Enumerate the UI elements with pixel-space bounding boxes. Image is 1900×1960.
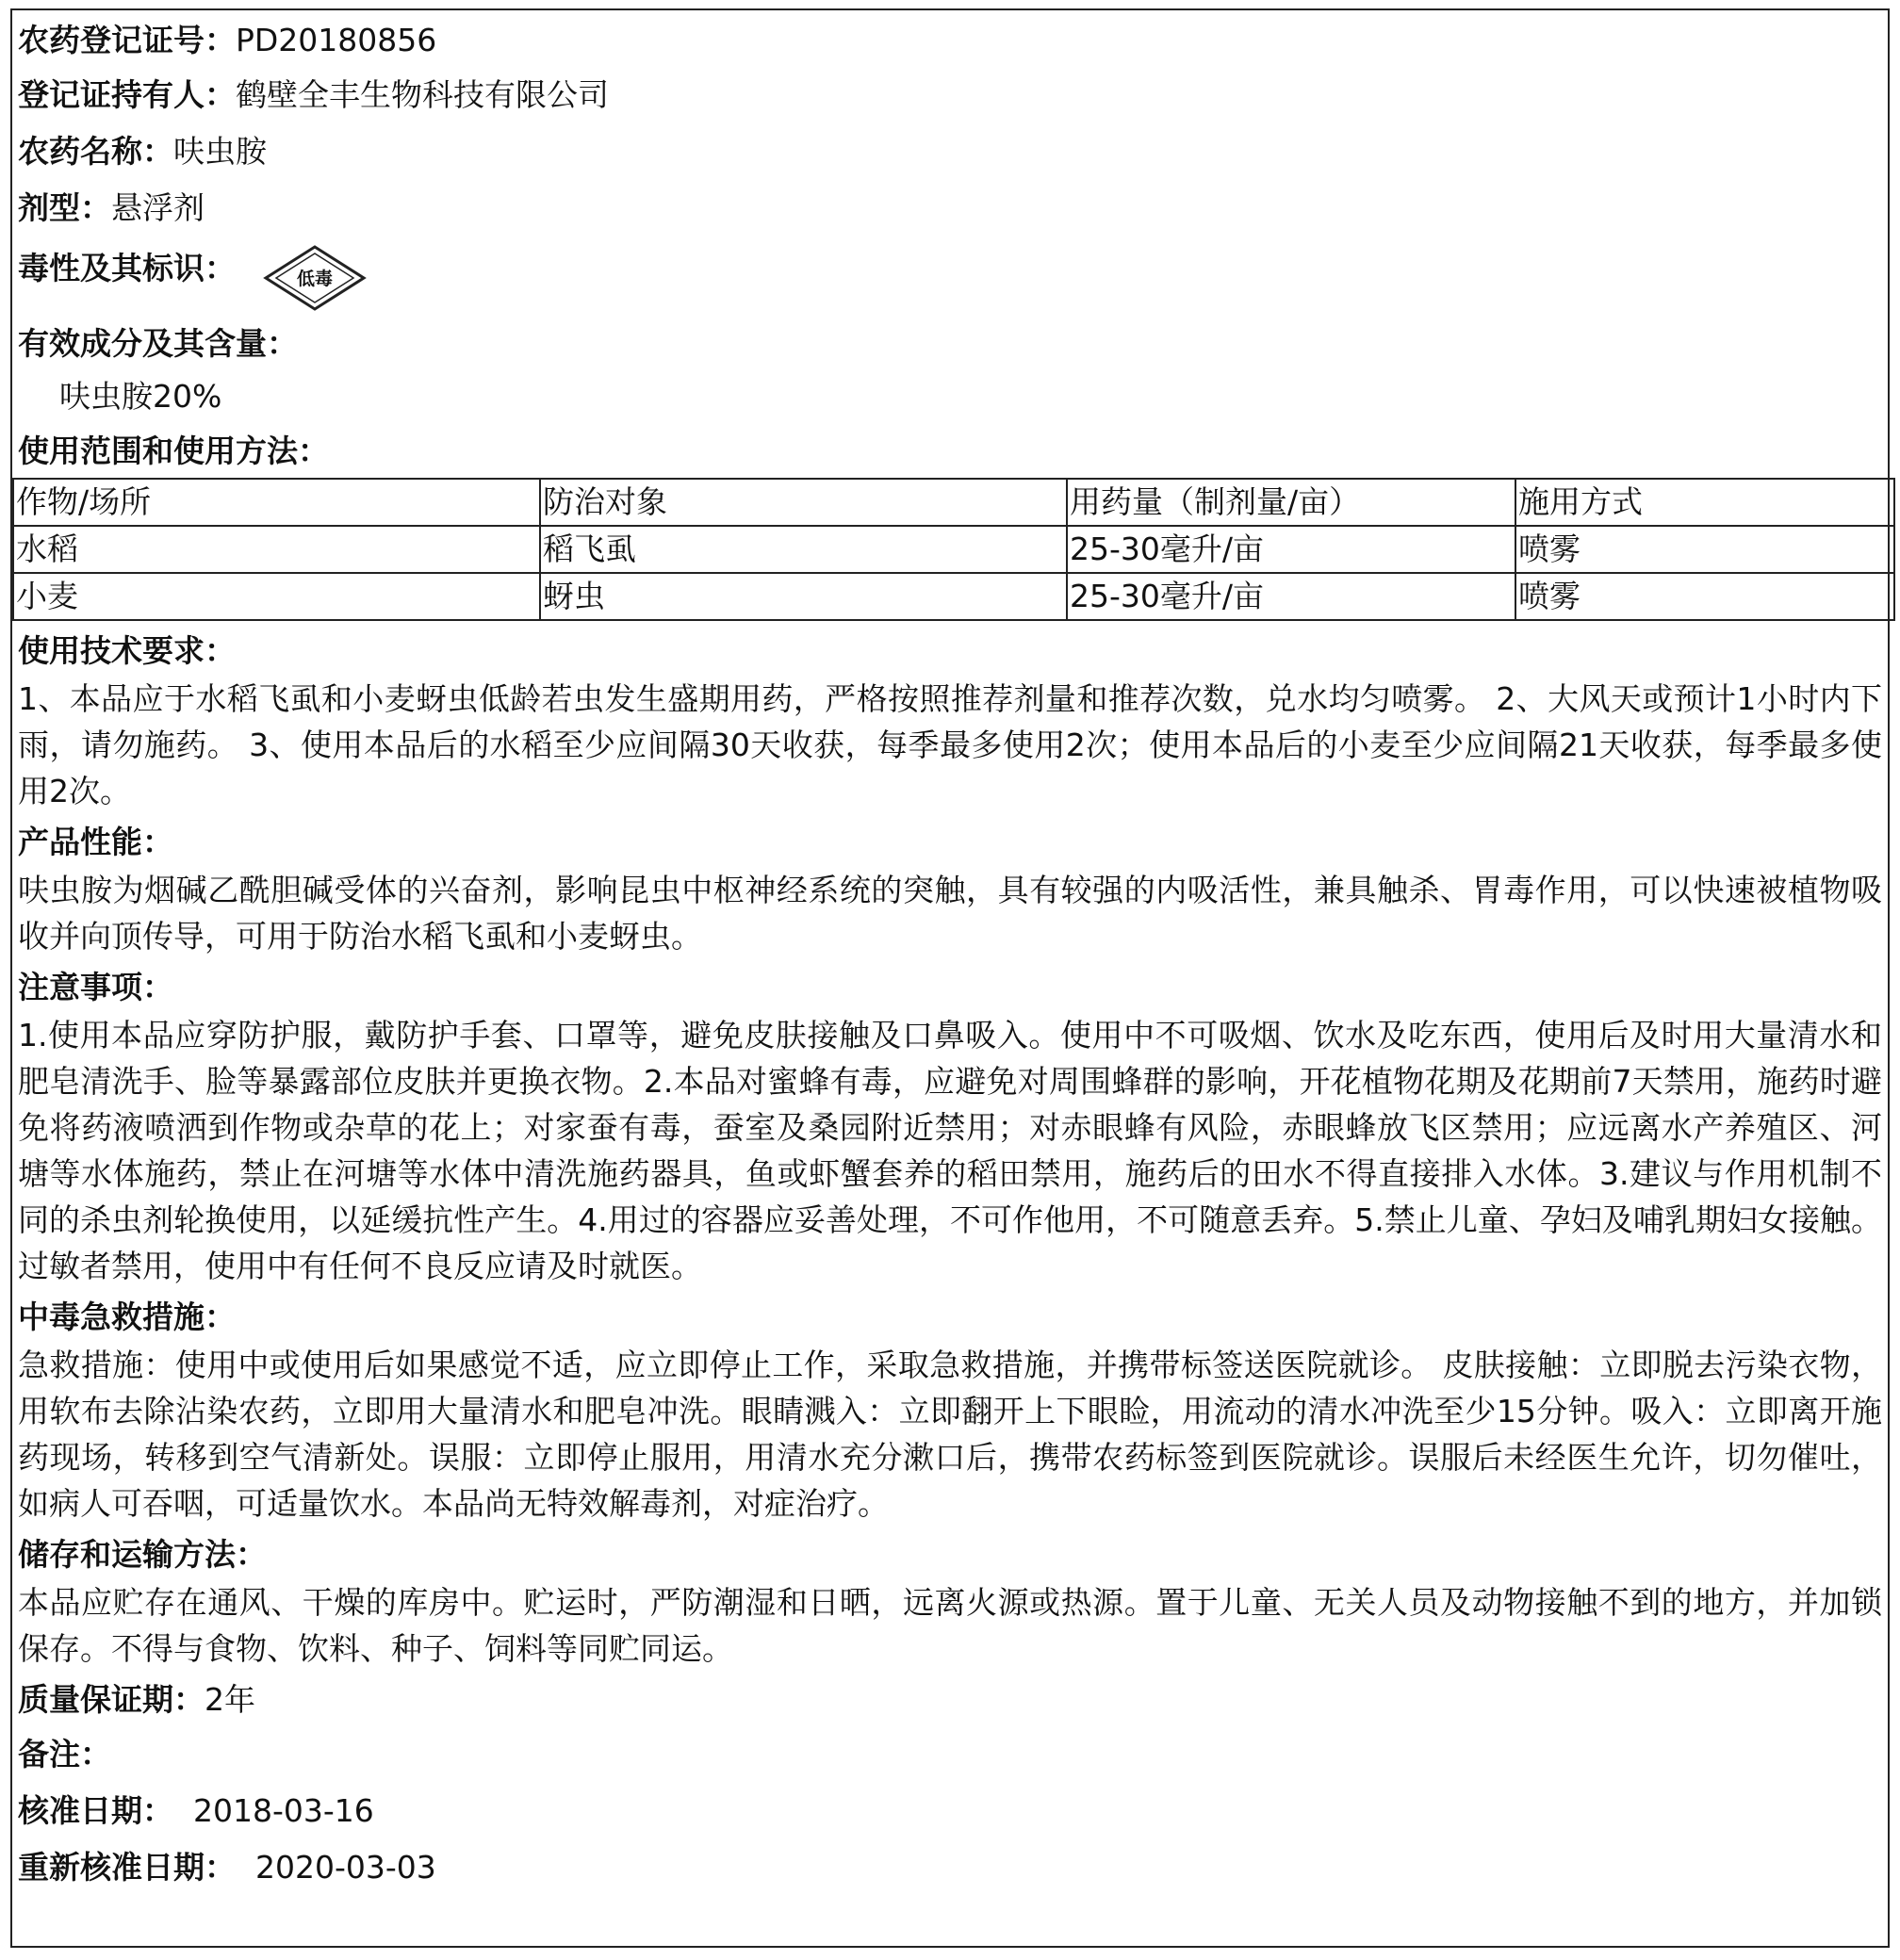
toxicity-badge-text: 低毒 [296, 269, 334, 289]
registration-number-label: 农药登记证号： [18, 22, 236, 58]
holder-row [18, 73, 1882, 129]
table-row [13, 526, 1894, 573]
shelf-life-label: 质量保证期： [18, 1681, 205, 1718]
precautions-text: 1.使用本品应穿防护服，戴防护手套、口罩等，避免皮肤接触及口鼻吸入。使用中不可吸烟、饮水及吃东西，使用后及时用大量清水和肥皂清洗手、脸等暴露部位皮肤并更换衣物。2.本品对蜜蜂有毒，应避免对周围蜂群的影响，开花植物花期及花期前7天禁用，施药时避免将药液喷洒到作物或杂草的花上；对家蚕有毒，蚕室及桑园附近禁用；对赤眼蜂有风险，赤眼蜂放飞区禁用；应远离水产养殖区、河塘等水体施药，禁止在河塘等水体中清洗施药器具，鱼或虾蟹套养的稻田禁用，施药后的田水不得直接排入水体。3.建议与作用机制不同的杀虫剂轮换使用，以延缓抗性产生。4.用过的容器应妥善处理，不可作他用，不可随意丢弃。5.禁止儿童、孕妇及哺乳期妇女接触。过敏者禁用，使用中有任何不良反应请及时就医。 [18, 1017, 1882, 1284]
shelf-life-value: 2年 [205, 1681, 255, 1718]
usage-cell: 25-30毫升/亩 [1067, 573, 1515, 620]
toxicity-label: 毒性及其标识： [18, 250, 236, 286]
table-row [13, 573, 1894, 620]
formulation-label: 剂型： [18, 189, 111, 226]
holder-label: 登记证持有人： [18, 76, 236, 113]
registration-number-value: PD20180856 [236, 22, 437, 58]
toxicity-row [18, 240, 1882, 316]
technical-text: 1、本品应于水稻飞虱和小麦蚜虫低龄若虫发生盛期用药，严格按照推荐剂量和推荐次数，兑水均匀喷雾。 2、大风天或预计1小时内下雨，请勿施药。 3、使用本品后的水稻至少应间隔30天收获，每季最多使用2次；使用本品后的小麦至少应间隔21天收获，每季最多使用2次。 [18, 680, 1882, 809]
usage-cell: 稻飞虱 [540, 526, 1067, 573]
reapproval-date-label: 重新核准日期： [18, 1849, 236, 1886]
ingredients-heading [18, 321, 1882, 374]
performance-text: 呋虫胺为烟碱乙酰胆碱受体的兴奋剂，影响昆虫中枢神经系统的突触，具有较强的内吸活性，兼具触杀、胃毒作用，可以快速被植物吸收并向顶传导，可用于防治水稻飞虱和小麦蚜虫。 [18, 872, 1882, 955]
holder-value: 鹤壁全丰生物科技有限公司 [236, 76, 609, 113]
remarks-row [18, 1732, 1882, 1788]
first-aid-heading: 中毒急救措施： [18, 1298, 236, 1335]
ingredients-value: 呋虫胺20% [59, 378, 222, 415]
registration-number-row [18, 18, 1882, 73]
pesticide-label-document [10, 8, 1890, 1948]
approval-date-value: 2018-03-16 [192, 1792, 374, 1829]
usage-cell: 蚜虫 [540, 573, 1067, 620]
approval-date-row [18, 1788, 1882, 1845]
usage-table-header [13, 479, 1894, 526]
usage-col-crop: 作物/场所 [13, 479, 540, 526]
usage-col-method: 施用方式 [1515, 479, 1894, 526]
first-aid-text: 急救措施：使用中或使用后如果感觉不适，应立即停止工作，采取急救措施，并携带标签送医院就诊。 皮肤接触：立即脱去污染衣物，用软布去除沾染农药，立即用大量清水和肥皂冲洗。眼睛溅入：立即翻开上下眼睑，用流动的清水冲洗至少15分钟。吸入：立即离开施药现场，转移到空气清新处。误服：立即停止服用，用清水充分漱口后，携带农药标签到医院就诊。误服后未经医生允许，切勿催吐，如病人可吞咽，可适量饮水。本品尚无特效解毒剂，对症治疗。 [18, 1347, 1882, 1522]
approval-date-label: 核准日期： [18, 1792, 173, 1829]
low-toxicity-diamond-icon [262, 243, 368, 313]
technical-heading: 使用技术要求： [18, 632, 236, 669]
performance-heading: 产品性能： [18, 824, 173, 860]
storage-heading: 储存和运输方法： [18, 1536, 267, 1573]
usage-cell: 25-30毫升/亩 [1067, 526, 1515, 573]
precautions-heading: 注意事项： [18, 969, 173, 1005]
usage-cell: 喷雾 [1515, 573, 1894, 620]
usage-col-dosage: 用药量（制剂量/亩） [1067, 479, 1515, 526]
ingredients-label: 有效成分及其含量： [18, 325, 298, 362]
usage-table [12, 478, 1895, 621]
usage-cell: 水稻 [13, 526, 540, 573]
usage-heading: 使用范围和使用方法： [18, 433, 329, 469]
pesticide-name-label: 农药名称： [18, 133, 173, 170]
formulation-row [18, 186, 1882, 240]
formulation-value: 悬浮剂 [111, 189, 205, 226]
shelf-life-row [18, 1677, 1882, 1732]
pesticide-name-value: 呋虫胺 [173, 133, 267, 170]
remarks-label: 备注： [18, 1736, 111, 1772]
reapproval-date-value: 2020-03-03 [254, 1849, 436, 1886]
usage-cell: 喷雾 [1515, 526, 1894, 573]
usage-col-target: 防治对象 [540, 479, 1067, 526]
usage-cell: 小麦 [13, 573, 540, 620]
reapproval-date-row [18, 1845, 1882, 1900]
storage-text: 本品应贮存在通风、干燥的库房中。贮运时，严防潮湿和日晒，远离火源或热源。置于儿童、无关人员及动物接触不到的地方，并加锁保存。不得与食物、饮料、种子、饲料等同贮同运。 [18, 1584, 1882, 1667]
pesticide-name-row [18, 129, 1882, 186]
